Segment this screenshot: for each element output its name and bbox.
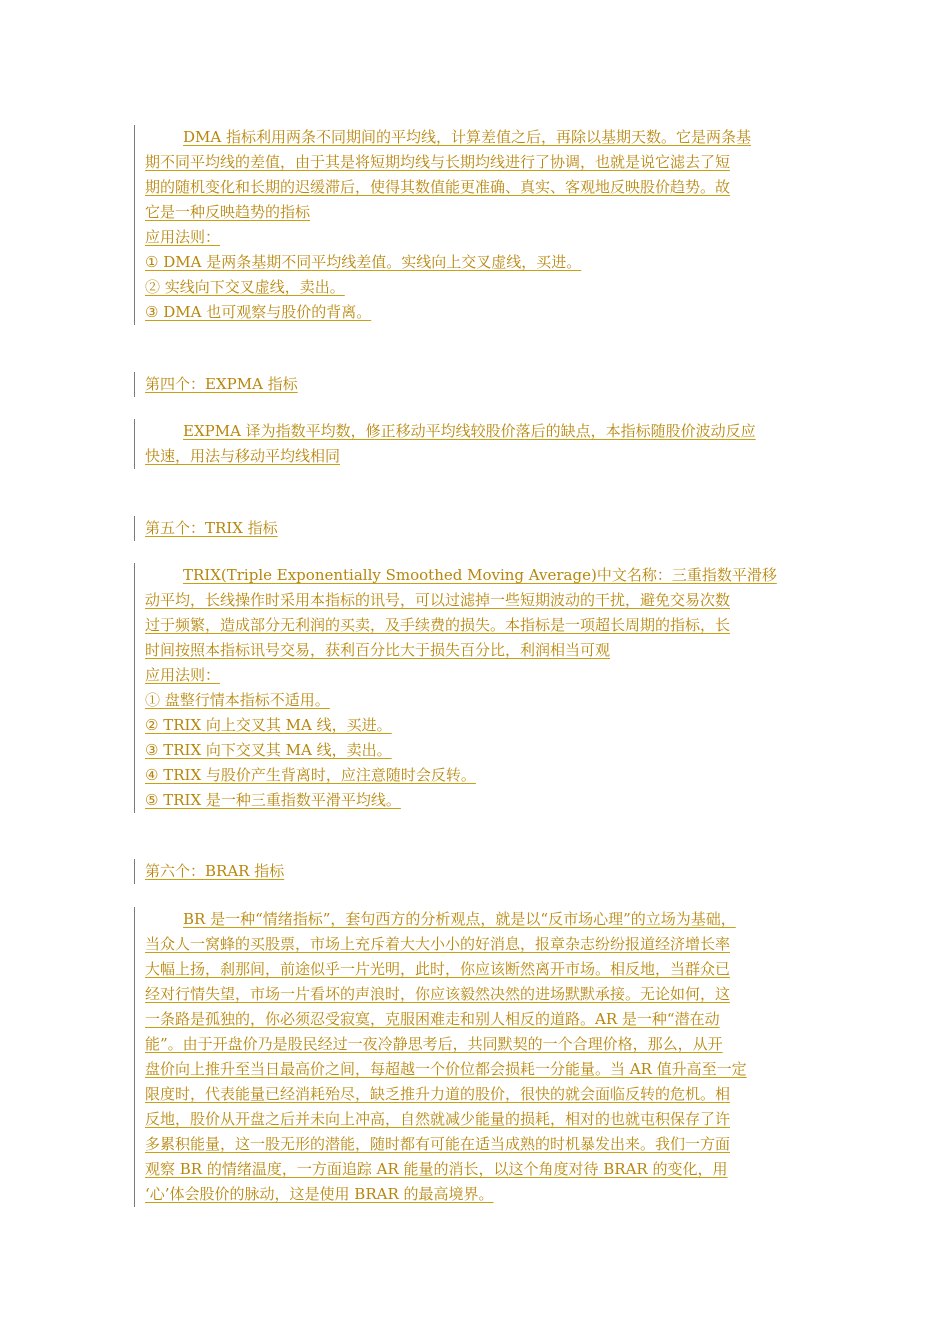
trix-heading-block — [134, 516, 825, 541]
dma-paragraph-line: 期的随机变化和长期的迟缓滞后，使得其数值能更准确、真实、客观地反映股价趋势。故 — [145, 178, 731, 196]
brar-paragraph-line: 反地，股价从开盘之后并未向上冲高，自然就减少能量的损耗，相对的也就屯积保存了许 — [145, 1110, 731, 1128]
dma-paragraph-line: 它是一种反映趋势的指标 — [145, 203, 311, 221]
trix-paragraph-line: TRIX(Triple Exponentially Smoothed Moving Average)中文名称：三重指数平滑移 — [183, 566, 777, 584]
brar-paragraph-line: 多累积能量，这一股无形的潜能，随时都有可能在适当成熟的时机暴发出来。我们一方面 — [145, 1135, 731, 1153]
dma-rule-item: ③ DMA 也可观察与股价的背离。 — [145, 303, 372, 321]
trix-rule-title: 应用法则： — [145, 666, 221, 684]
trix-rule-item: ① 盘整行情本指标不适用。 — [145, 691, 330, 709]
trix-rule-item: ⑤ TRIX 是一种三重指数平滑平均线。 — [145, 791, 401, 809]
brar-section — [134, 907, 825, 1207]
expma-heading: 第四个：EXPMA 指标 — [145, 375, 298, 393]
trix-rule-item: ④ TRIX 与股价产生背离时，应注意随时会反转。 — [145, 766, 476, 784]
trix-paragraph-line: 动平均，长线操作时采用本指标的讯号，可以过滤掉一些短期波动的干扰，避免交易次数 — [145, 591, 731, 609]
dma-rule-item: ② 实线向下交叉虚线，卖出。 — [145, 278, 345, 296]
brar-heading-block — [134, 859, 825, 884]
expma-paragraph-line: 快速，用法与移动平均线相同 — [145, 447, 341, 465]
brar-paragraph-line: 盘价向上推升至当日最高价之间，每超越一个价位都会损耗一分能量。当 AR 值升高至一定 — [145, 1060, 747, 1078]
brar-heading: 第六个：BRAR 指标 — [145, 862, 285, 880]
trix-heading: 第五个：TRIX 指标 — [145, 519, 278, 537]
brar-paragraph-line: 经对行情失望，市场一片看坏的声浪时，你应该毅然决然的进场默默承接。无论如何，这 — [145, 985, 731, 1003]
trix-rule-item: ② TRIX 向上交叉其 MA 线，买进。 — [145, 716, 392, 734]
trix-paragraph-line: 时间按照本指标讯号交易，获利百分比大于损失百分比，利润相当可观 — [145, 641, 611, 659]
expma-section — [134, 419, 825, 469]
dma-paragraph-line: 期不同平均线的差值，由于其是将短期均线与长期均线进行了协调，也就是说它滤去了短 — [145, 153, 731, 171]
dma-section — [134, 125, 825, 325]
dma-rule-item: ① DMA 是两条基期不同平均线差值。实线向上交叉虚线，买进。 — [145, 253, 582, 271]
expma-paragraph-line: EXPMA 译为指数平均数，修正移动平均线较股价落后的缺点，本指标随股价波动反应 — [183, 422, 756, 440]
brar-paragraph-line: 一条路是孤独的，你必须忍受寂寞，克服困难走和别人相反的道路。AR 是一种“潜在动 — [145, 1010, 720, 1028]
brar-paragraph-line: 观察 BR 的情绪温度，一方面追踪 AR 能量的消长，以这个角度对待 BRAR 的变化，用 — [145, 1160, 728, 1178]
brar-paragraph-line: ‘心’体会股价的脉动，这是使用 BRAR 的最高境界。 — [145, 1185, 494, 1203]
expma-heading-block — [134, 372, 825, 397]
trix-section — [134, 563, 825, 813]
brar-paragraph-line: 大幅上扬，刹那间，前途似乎一片光明，此时，你应该断然离开市场。相反地，当群众已 — [145, 960, 731, 978]
brar-paragraph-line: 限度时，代表能量已经消耗殆尽，缺乏推升力道的股价，很快的就会面临反转的危机。相 — [145, 1085, 731, 1103]
dma-paragraph-line: DMA 指标利用两条不同期间的平均线，计算差值之后，再除以基期天数。它是两条基 — [183, 128, 751, 146]
brar-paragraph-line: 当众人一窝蜂的买股票，市场上充斥着大大小小的好消息，报章杂志纷纷报道经济增长率 — [145, 935, 731, 953]
brar-paragraph-line: 能”。由于开盘价乃是股民经过一夜冷静思考后，共同默契的一个合理价格，那么，从开 — [145, 1035, 723, 1053]
trix-paragraph-line: 过于频繁，造成部分无利润的买卖，及手续费的损失。本指标是一项超长周期的指标，长 — [145, 616, 731, 634]
dma-rule-title: 应用法则： — [145, 228, 221, 246]
brar-paragraph-line: BR 是一种“情绪指标”，套句西方的分析观点，就是以“反市场心理”的立场为基础， — [183, 910, 736, 928]
trix-rule-item: ③ TRIX 向下交叉其 MA 线，卖出。 — [145, 741, 392, 759]
